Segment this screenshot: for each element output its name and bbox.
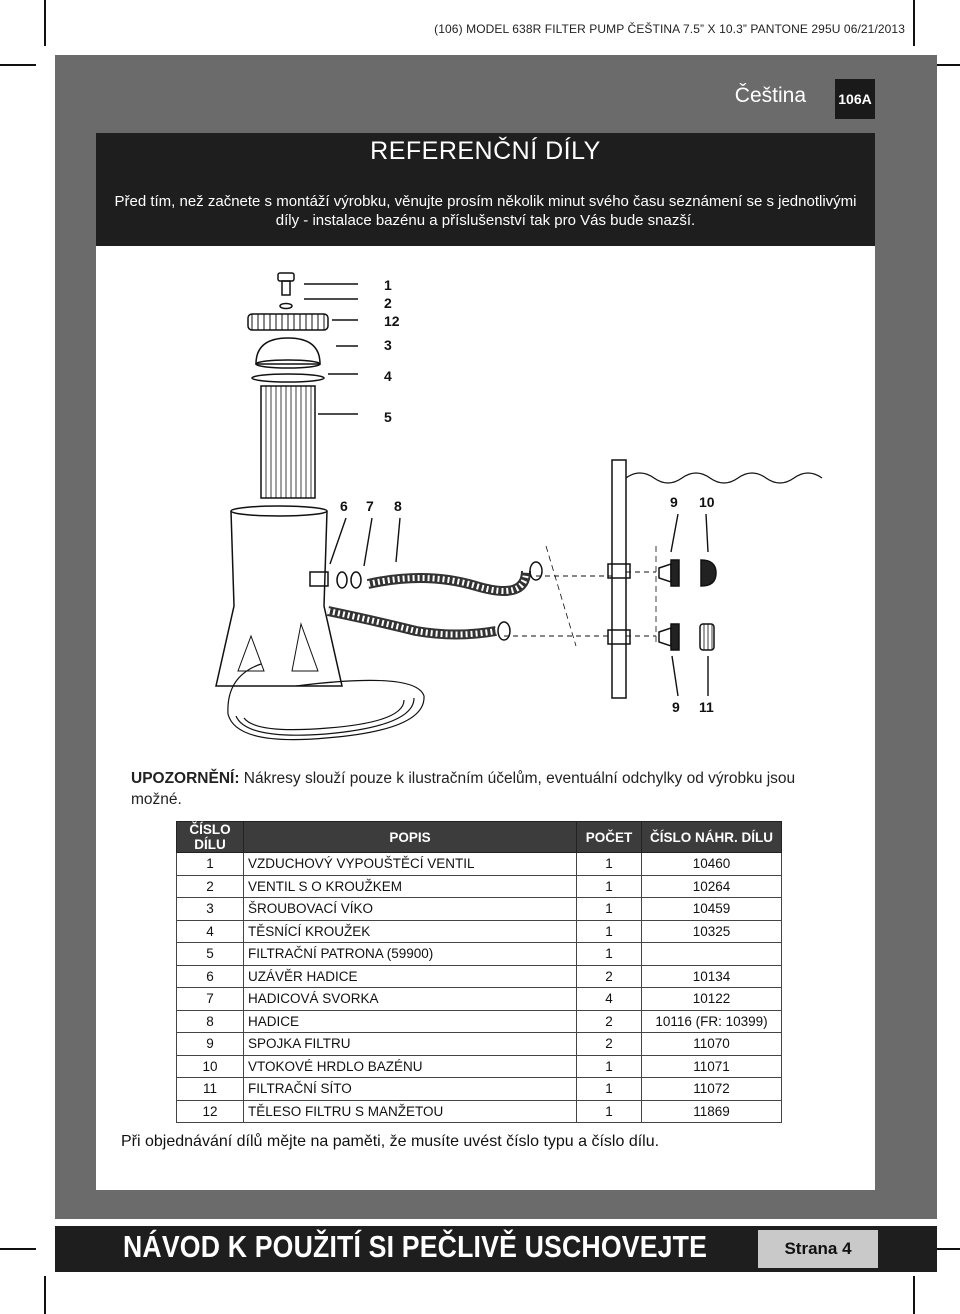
- strainer-connector: [659, 564, 671, 582]
- warning-body: Nákresy slouží pouze k ilustračním účelům, eventuální odchylky od výrobku jsou možné.: [131, 770, 796, 808]
- col-header-spare-part-no: ČÍSLO NÁHR. DÍLU: [642, 822, 782, 853]
- crop-mark: [0, 64, 36, 66]
- part-number-cell: 2: [177, 875, 244, 898]
- callout-5: 5: [384, 409, 392, 425]
- description-cell: HADICOVÁ SVORKA: [244, 988, 577, 1011]
- content-area: [96, 246, 875, 1190]
- parts-diagram: [96, 246, 875, 756]
- part-number-cell: 5: [177, 943, 244, 966]
- spare-part-cell: 10459: [642, 898, 782, 921]
- description-cell: UZÁVĚR HADICE: [244, 965, 577, 988]
- callout-1: 1: [384, 277, 392, 293]
- callout-6: 6: [340, 498, 348, 514]
- description-cell: TĚLESO FILTRU S MANŽETOU: [244, 1100, 577, 1123]
- table-row: [177, 943, 782, 966]
- col-header-description: POPIS: [244, 822, 577, 853]
- part-number-cell: 12: [177, 1100, 244, 1123]
- description-cell: VENTIL S O KROUŽKEM: [244, 875, 577, 898]
- hose-clamp: [337, 572, 347, 588]
- parts-table-body: [177, 853, 782, 1123]
- crop-mark: [913, 1276, 915, 1314]
- description-cell: HADICE: [244, 1010, 577, 1033]
- quantity-cell: 1: [577, 920, 642, 943]
- air-valve-stem: [282, 281, 290, 295]
- parts-table: [176, 821, 782, 1123]
- col-header-quantity: POČET: [577, 822, 642, 853]
- description-cell: FILTRAČNÍ PATRONA (59900): [244, 943, 577, 966]
- callout-7: 7: [366, 498, 374, 514]
- table-row: [177, 898, 782, 921]
- spare-part-cell: 11072: [642, 1078, 782, 1101]
- print-header: (106) MODEL 638R FILTER PUMP ČEŠTINA 7.5” X 10.3” PANTONE 295U 06/21/2013: [434, 22, 905, 36]
- description-cell: SPOJKA FILTRU: [244, 1033, 577, 1056]
- housing-top: [231, 506, 327, 516]
- table-header-row: [177, 822, 782, 853]
- quantity-cell: 1: [577, 898, 642, 921]
- bottom-bar: [55, 1226, 937, 1272]
- page-code-badge: 106A: [835, 79, 875, 119]
- quantity-cell: 1: [577, 943, 642, 966]
- callout-9-bottom: 9: [672, 699, 680, 715]
- quantity-cell: 2: [577, 1033, 642, 1056]
- table-row: [177, 1078, 782, 1101]
- description-cell: FILTRAČNÍ SÍTO: [244, 1078, 577, 1101]
- quantity-cell: 2: [577, 1010, 642, 1033]
- callout-3: 3: [384, 337, 392, 353]
- table-row: [177, 1033, 782, 1056]
- part-number-cell: 4: [177, 920, 244, 943]
- table-row: [177, 965, 782, 988]
- table-row: [177, 1100, 782, 1123]
- callout-12: 12: [384, 313, 400, 329]
- spare-part-cell: 11070: [642, 1033, 782, 1056]
- bottom-title: NÁVOD K POUŽITÍ SI PEČLIVĚ USCHOVEJTE: [123, 1229, 708, 1264]
- pool-wall: [612, 460, 626, 698]
- quantity-cell: 1: [577, 853, 642, 876]
- spare-part-cell: 11869: [642, 1100, 782, 1123]
- table-row: [177, 875, 782, 898]
- part-number-cell: 1: [177, 853, 244, 876]
- callout-9-top: 9: [670, 494, 678, 510]
- part-number-cell: 6: [177, 965, 244, 988]
- callout-11: 11: [699, 699, 714, 715]
- quantity-cell: 1: [577, 1100, 642, 1123]
- inlet-nozzle: [701, 560, 716, 586]
- table-row: [177, 920, 782, 943]
- part-number-cell: 8: [177, 1010, 244, 1033]
- spare-part-cell: 10460: [642, 853, 782, 876]
- intro-text: Před tím, než začnete s montáží výrobku, věnujte prosím několik minut svého času seznámení se s jednotlivými díly - instalace bazénu a příslušenství tak pro Vás bude snazší.: [114, 193, 857, 229]
- page-number: Strana 4: [758, 1230, 878, 1268]
- quantity-cell: 1: [577, 1078, 642, 1101]
- footer-note: Při objednávání dílů mějte na paměti, že musíte uvést číslo typu a číslo dílu.: [121, 1133, 660, 1150]
- strainer-connector: [659, 628, 671, 646]
- part-number-cell: 9: [177, 1033, 244, 1056]
- spare-part-cell: [642, 943, 782, 966]
- section-title: REFERENČNÍ DÍLY: [370, 137, 601, 165]
- table-row: [177, 1010, 782, 1033]
- spare-part-cell: 10122: [642, 988, 782, 1011]
- air-valve-cap: [278, 273, 294, 281]
- warning-label: UPOZORNĚNÍ:: [131, 770, 240, 787]
- spare-part-cell: 11071: [642, 1055, 782, 1078]
- header-box: [96, 133, 875, 246]
- crop-mark: [44, 1276, 46, 1314]
- description-cell: ŠROUBOVACÍ VÍKO: [244, 898, 577, 921]
- spare-part-cell: 10264: [642, 875, 782, 898]
- description-cell: TĚSNÍCÍ KROUŽEK: [244, 920, 577, 943]
- spare-part-cell: 10134: [642, 965, 782, 988]
- quantity-cell: 1: [577, 1055, 642, 1078]
- seal-ring: [252, 374, 324, 382]
- table-row: [177, 1055, 782, 1078]
- filter-housing: [216, 511, 342, 686]
- part-number-cell: 10: [177, 1055, 244, 1078]
- language-label: Čeština: [734, 84, 806, 107]
- spare-part-cell: 10116 (FR: 10399): [642, 1010, 782, 1033]
- part-number-cell: 3: [177, 898, 244, 921]
- spare-part-cell: 10325: [642, 920, 782, 943]
- table-row: [177, 853, 782, 876]
- callout-2: 2: [384, 295, 392, 311]
- part-number-cell: 11: [177, 1078, 244, 1101]
- table-row: [177, 988, 782, 1011]
- o-ring-small: [280, 304, 292, 309]
- filter-cartridge: [261, 386, 315, 498]
- crop-mark: [913, 0, 915, 46]
- quantity-cell: 1: [577, 875, 642, 898]
- description-cell: VTOKOVÉ HRDLO BAZÉNU: [244, 1055, 577, 1078]
- crop-mark: [0, 1248, 36, 1250]
- callout-10: 10: [699, 494, 715, 510]
- quantity-cell: 4: [577, 988, 642, 1011]
- quantity-cell: 2: [577, 965, 642, 988]
- warning-note: [131, 768, 831, 810]
- callout-8: 8: [394, 498, 402, 514]
- part-number-cell: 7: [177, 988, 244, 1011]
- callout-4: 4: [384, 368, 392, 384]
- col-header-part-no: ČÍSLO DÍLU: [177, 822, 244, 853]
- crop-mark: [44, 0, 46, 46]
- description-cell: VZDUCHOVÝ VYPOUŠTĚCÍ VENTIL: [244, 853, 577, 876]
